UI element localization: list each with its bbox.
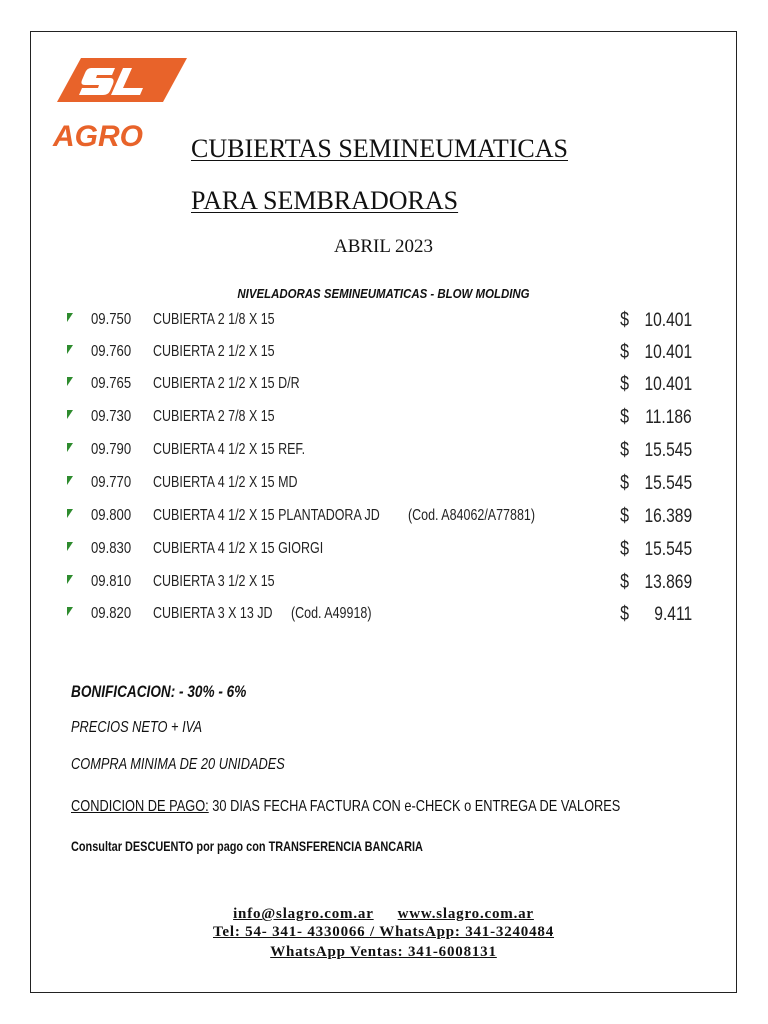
compra-minima-note: COMPRA MINIMA DE 20 UNIDADES bbox=[71, 756, 285, 773]
currency-symbol: $ bbox=[620, 406, 630, 428]
product-description: CUBIERTA 2 1/8 X 15 bbox=[153, 311, 275, 328]
product-description: CUBIERTA 3 1/2 X 15 bbox=[153, 573, 275, 590]
product-row bbox=[31, 373, 736, 405]
product-description: CUBIERTA 2 1/2 X 15 bbox=[153, 343, 275, 360]
section-title: NIVELADORAS SEMINEUMATICAS - BLOW MOLDING bbox=[237, 286, 530, 301]
logo-agro-text: AGRO bbox=[53, 120, 143, 153]
transferencia-note: Consultar DESCUENTO por pago con TRANSFERENCIA BANCARIA bbox=[71, 838, 423, 854]
product-code: 09.830 bbox=[91, 540, 132, 557]
currency-symbol: $ bbox=[620, 472, 630, 494]
product-price: 15.545 bbox=[644, 473, 692, 494]
currency-symbol: $ bbox=[620, 341, 630, 363]
product-description: CUBIERTA 4 1/2 X 15 PLANTADORA JD bbox=[153, 507, 380, 524]
green-triangle-icon bbox=[67, 410, 73, 419]
green-triangle-icon bbox=[67, 476, 73, 485]
green-triangle-icon bbox=[67, 345, 73, 354]
product-price: 9.411 bbox=[654, 604, 692, 625]
product-description: CUBIERTA 4 1/2 X 15 MD bbox=[153, 474, 298, 491]
currency-symbol: $ bbox=[620, 571, 630, 593]
product-code: 09.800 bbox=[91, 507, 132, 524]
currency-symbol: $ bbox=[620, 505, 630, 527]
footer-website-link[interactable]: www.slagro.com.ar bbox=[397, 906, 534, 922]
product-code: 09.730 bbox=[91, 408, 132, 425]
product-description: CUBIERTA 2 1/2 X 15 D/R bbox=[153, 375, 300, 392]
document-title-line1: CUBIERTAS SEMINEUMATICAS bbox=[191, 134, 568, 163]
product-code: 09.750 bbox=[91, 311, 132, 328]
green-triangle-icon bbox=[67, 509, 73, 518]
product-code: 09.810 bbox=[91, 573, 132, 590]
footer-contact-line bbox=[31, 906, 736, 923]
green-triangle-icon bbox=[67, 443, 73, 452]
document-date: ABRIL 2023 bbox=[333, 236, 434, 257]
footer-phone-line: Tel: 54- 341- 4330066 / WhatsApp: 341-3240484 bbox=[212, 924, 555, 940]
green-triangle-icon bbox=[67, 542, 73, 551]
product-description: CUBIERTA 4 1/2 X 15 GIORGI bbox=[153, 540, 324, 557]
footer-email-link[interactable]: info@slagro.com.ar bbox=[233, 906, 374, 922]
product-price: 11.186 bbox=[645, 407, 692, 428]
currency-symbol: $ bbox=[620, 373, 630, 395]
product-row bbox=[31, 341, 736, 373]
product-description: CUBIERTA 3 X 13 JD bbox=[153, 605, 273, 622]
product-note: (Cod. A49918) bbox=[291, 605, 372, 622]
product-code: 09.765 bbox=[91, 375, 132, 392]
document-title-line2: PARA SEMBRADORAS bbox=[191, 186, 459, 215]
product-row bbox=[31, 603, 736, 635]
product-code: 09.790 bbox=[91, 441, 132, 458]
product-price: 13.869 bbox=[644, 572, 692, 593]
currency-symbol: $ bbox=[620, 538, 630, 560]
product-price: 16.389 bbox=[644, 506, 692, 527]
footer-whatsapp-sales: WhatsApp Ventas: 341-6008131 bbox=[270, 944, 497, 960]
condicion-pago-value: 30 DIAS FECHA FACTURA CON e-CHECK o ENTREGA DE VALORES bbox=[208, 798, 621, 815]
product-row bbox=[31, 505, 736, 537]
sl-logo-mark bbox=[53, 56, 187, 126]
product-price: 10.401 bbox=[644, 310, 692, 331]
green-triangle-icon bbox=[67, 575, 73, 584]
product-price: 15.545 bbox=[644, 440, 692, 461]
product-code: 09.770 bbox=[91, 474, 132, 491]
green-triangle-icon bbox=[67, 313, 73, 322]
precios-note: PRECIOS NETO + IVA bbox=[71, 719, 203, 736]
bonificacion-note: BONIFICACION: - 30% - 6% bbox=[71, 682, 247, 701]
currency-symbol: $ bbox=[620, 439, 630, 461]
product-price: 10.401 bbox=[644, 342, 692, 363]
currency-symbol: $ bbox=[620, 603, 630, 625]
product-row bbox=[31, 571, 736, 603]
product-row bbox=[31, 309, 736, 341]
product-row bbox=[31, 538, 736, 570]
product-price: 10.401 bbox=[644, 374, 692, 395]
product-price: 15.545 bbox=[644, 539, 692, 560]
product-note: (Cod. A84062/A77881) bbox=[408, 507, 535, 524]
product-code: 09.760 bbox=[91, 343, 132, 360]
product-row bbox=[31, 472, 736, 504]
sl-agro-logo bbox=[53, 56, 187, 152]
product-code: 09.820 bbox=[91, 605, 132, 622]
condicion-pago-note bbox=[71, 798, 620, 816]
product-row bbox=[31, 406, 736, 438]
product-description: CUBIERTA 4 1/2 X 15 REF. bbox=[153, 441, 306, 458]
price-list-page bbox=[30, 31, 737, 993]
green-triangle-icon bbox=[67, 377, 73, 386]
condicion-pago-label: CONDICION DE PAGO: bbox=[71, 798, 209, 815]
green-triangle-icon bbox=[67, 607, 73, 616]
currency-symbol: $ bbox=[620, 309, 630, 331]
product-row bbox=[31, 439, 736, 471]
product-description: CUBIERTA 2 7/8 X 15 bbox=[153, 408, 275, 425]
